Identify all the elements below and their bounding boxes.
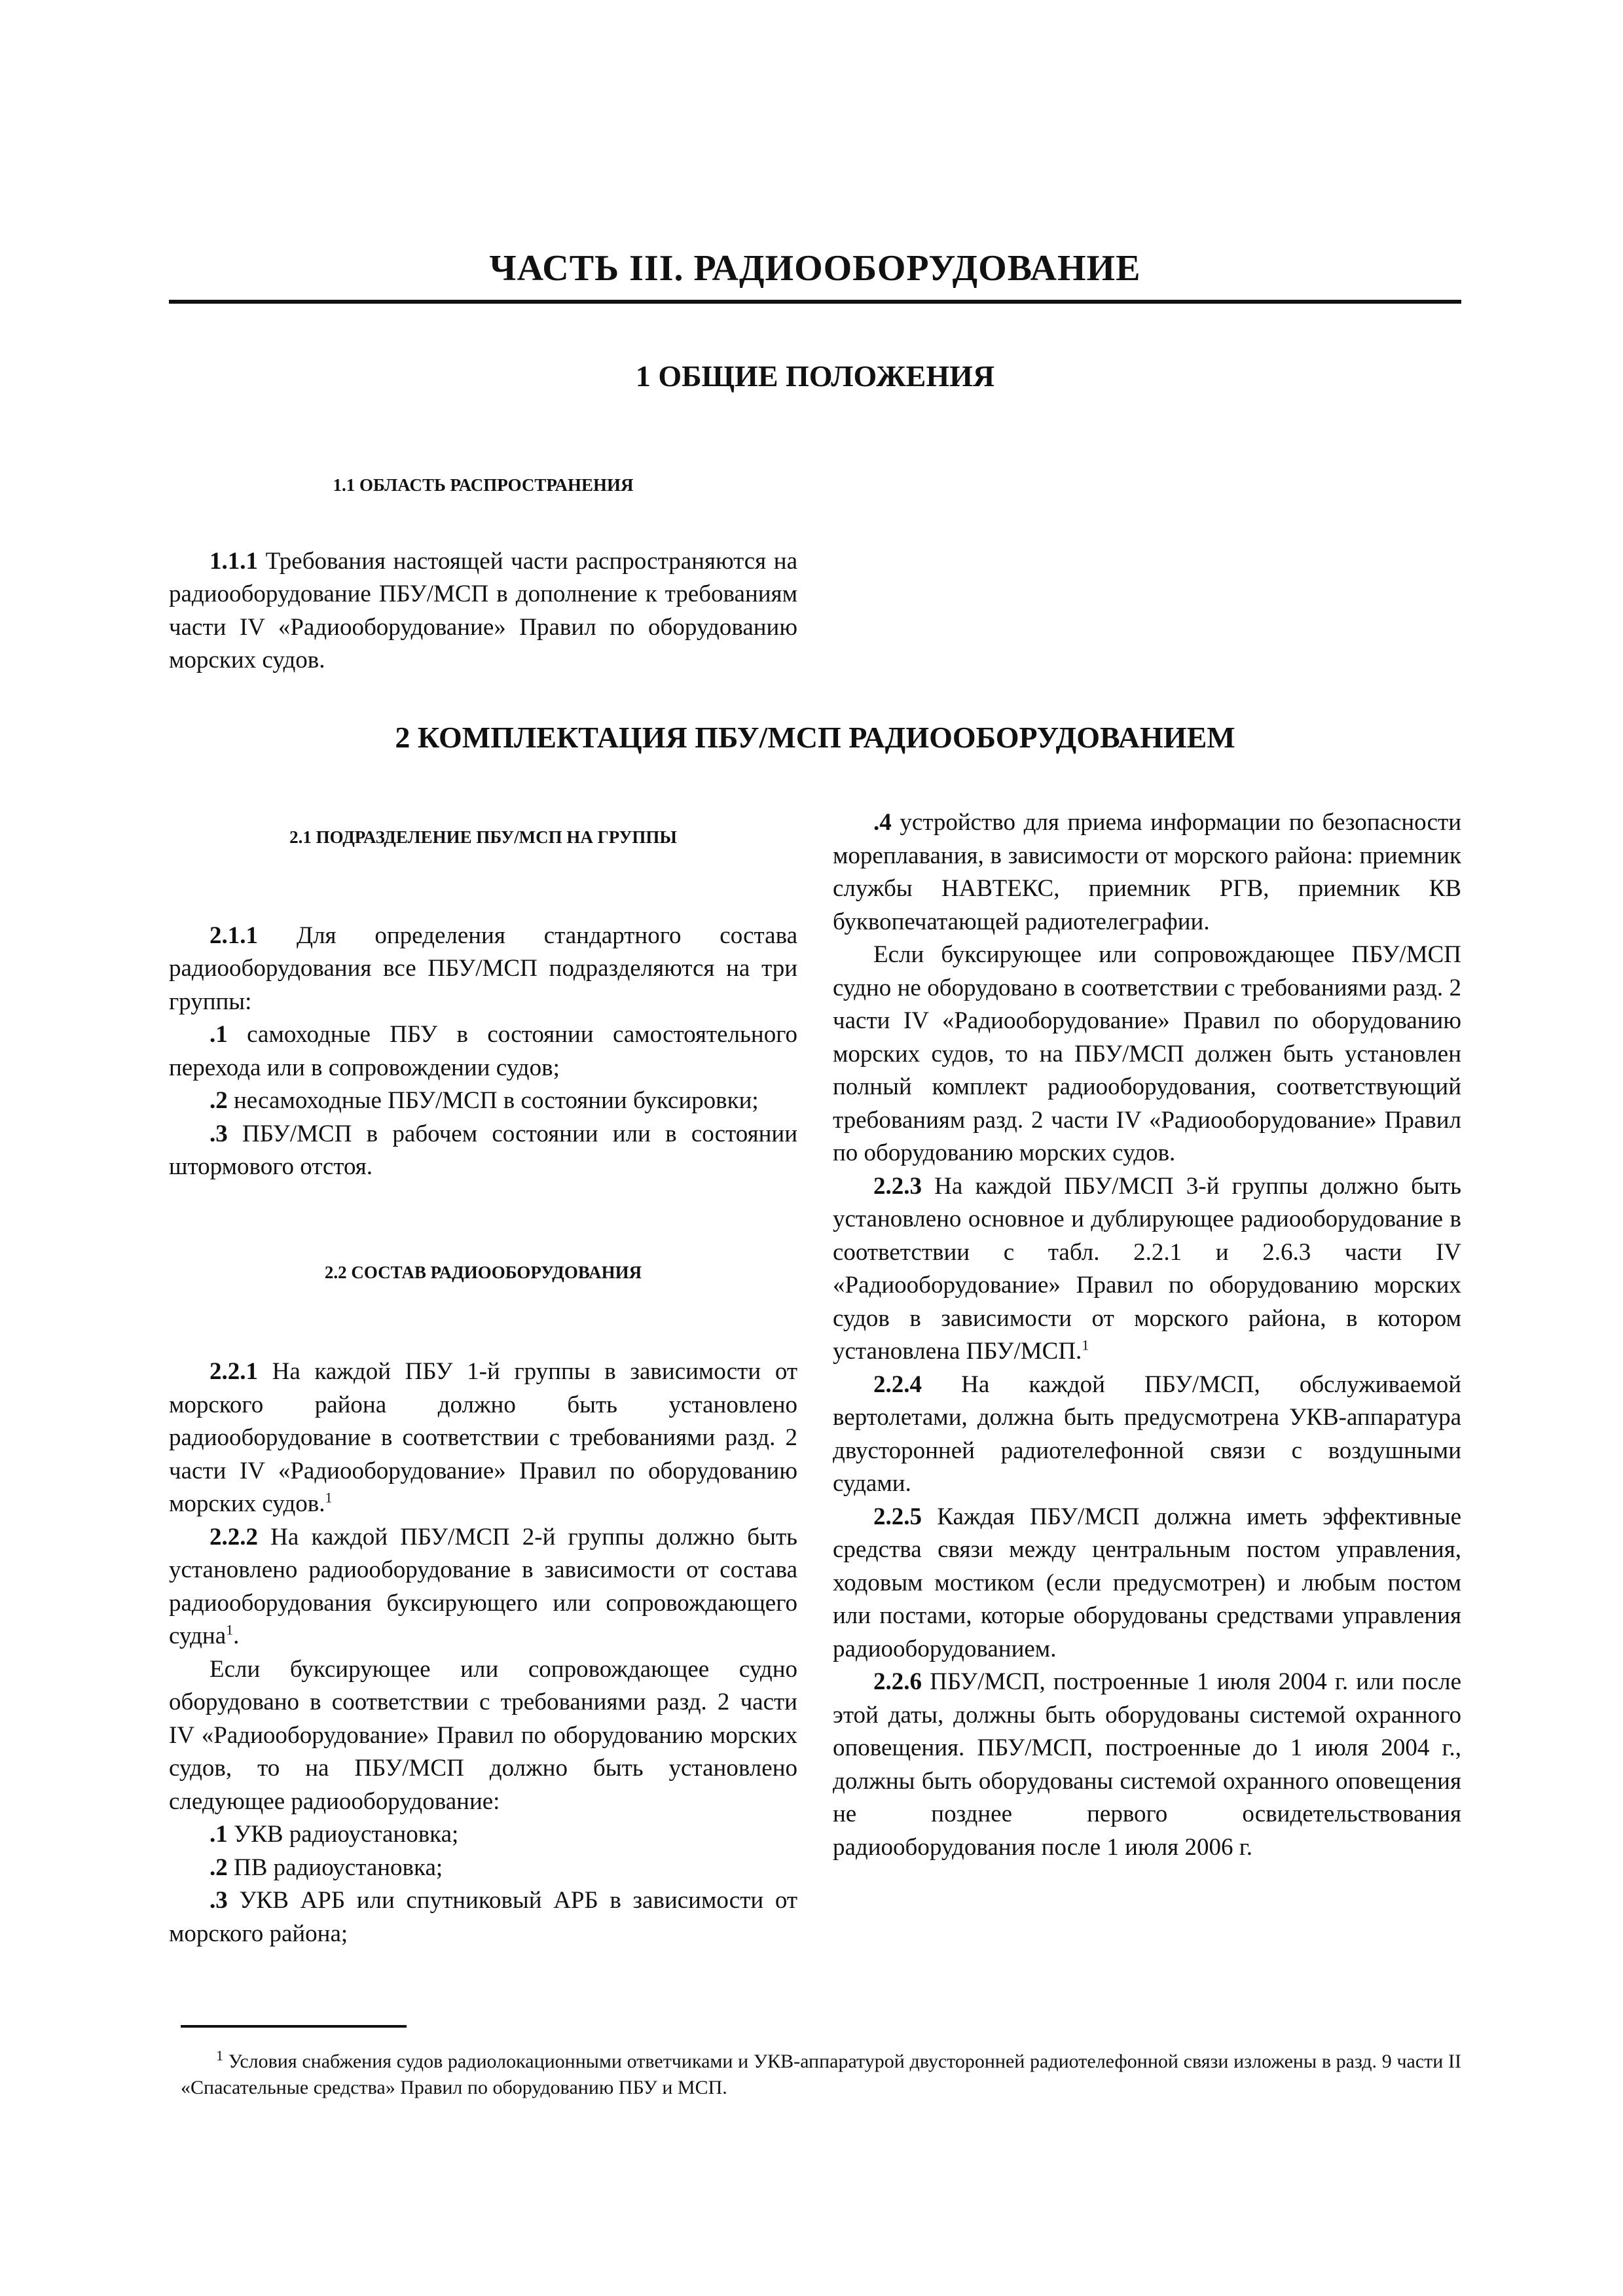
paragraph-2-2-5 [833, 1501, 1461, 1666]
list-item-2-2-2-1 [169, 1818, 797, 1852]
list-item-2-2-2-4 [833, 806, 1461, 939]
footnote [181, 2049, 1461, 2101]
paragraph-text: Каждая ПБУ/МСП должна иметь эффективные средства связи между центральным постом управления, ходовым мостиком (если предусмотрен) и любым постом или постами, которые оборудованы средствами управления радиооборудованием. [833, 1503, 1461, 1662]
paragraph-text: На каждой ПБУ/МСП 3-й группы должно быть установлено основное и дублирующее радиооборудование в соответствии с табл. 2.2.1 и 2.6.3 части IV «Радиооборудование» Правил по оборудованию морских судов в зависимости от морского района, в котором установлена ПБУ/МСП. [833, 1172, 1461, 1365]
section-2-title: 2 КОМПЛЕКТАЦИЯ ПБУ/МСП РАДИООБОРУДОВАНИЕМ [395, 721, 1235, 754]
item-text: ПБУ/МСП в рабочем состоянии или в состоянии штормового отстоя. [169, 1120, 797, 1180]
section-2-left-column [169, 821, 797, 1950]
paragraph-end: . [233, 1623, 240, 1649]
paragraph-text: На каждой ПБУ/МСП 2-й группы должно быть установлено радиооборудование в зависимости от состава радиооборудования буксирующего или сопровождающего судна [169, 1523, 797, 1649]
paragraph-text: На каждой ПБУ 1-й группы в зависимости от морского района должно быть установлено радиооборудование в соответствии с требованиями разд. 2 части IV «Радиооборудование» Правил по оборудованию морских судов. [169, 1358, 797, 1517]
paragraph-2-1-1 [169, 920, 797, 1019]
section-2-right-column [833, 806, 1461, 1864]
item-text: УКВ АРБ или спутниковый АРБ в зависимости от морского района; [169, 1887, 797, 1947]
paragraph-number: 2.2.6 [873, 1668, 922, 1695]
footnote-ref: 1 [1082, 1336, 1089, 1354]
subsection-2-1-heading: 2.1 ПОДРАЗДЕЛЕНИЕ ПБУ/МСП НА ГРУППЫ [289, 827, 677, 847]
paragraph-2-2-2-tail: Если буксирующее или сопровождающее ПБУ/МСП судно не оборудовано в соответствии с требованиями разд. 2 части IV «Радиооборудование» Правил по оборудованию морских судов, то на ПБУ/МСП должен быть установлен полный комплект радиооборудования, соответствующий требованиям разд. 2 части IV «Радиооборудование» Правил по оборудованию морских судов. [833, 941, 1461, 1166]
list-item-2-1-1-3 [169, 1118, 797, 1184]
footnote-rule [181, 2025, 407, 2028]
paragraph-2-2-2 [169, 1521, 797, 1653]
list-item-2-1-1-1 [169, 1018, 797, 1085]
footnote-mark: 1 [216, 2047, 223, 2064]
item-text: устройство для приема информации по безопасности мореплавания, в зависимости от морского района: приемник службы НАВТЕКС, приемник РГВ, приемник КВ буквопечатающей радиотелеграфии. [833, 809, 1461, 935]
paragraph-number: 2.2.5 [873, 1503, 922, 1530]
paragraph-2-2-2-continued: Если буксирующее или сопровождающее судно оборудовано в соответствии с требованиями разд. 2 части IV «Радиооборудование» Правил по оборудованию морских судов, то на ПБУ/МСП должно быть установлено следующее радиооборудование: [169, 1655, 797, 1815]
item-number: .1 [210, 1821, 228, 1848]
subsection-2-2-heading: 2.2 СОСТАВ РАДИООБОРУДОВАНИЯ [324, 1262, 642, 1282]
paragraph-number: 2.2.3 [873, 1172, 922, 1200]
item-number: .3 [210, 1120, 228, 1147]
subsection-1-1-heading: 1.1 ОБЛАСТЬ РАСПРОСТРАНЕНИЯ [333, 475, 634, 495]
title-rule [169, 300, 1461, 304]
item-text: самоходные ПБУ в состоянии самостоятельного перехода или в сопровождении судов; [169, 1021, 797, 1081]
paragraph-number: 2.2.4 [873, 1371, 922, 1398]
item-number: .1 [210, 1021, 228, 1048]
item-text: УКВ радиоустановка; [227, 1821, 459, 1848]
paragraph-2-2-6 [833, 1666, 1461, 1864]
paragraph-text: ПБУ/МСП, построенные 1 июля 2004 г. или после этой даты, должны быть оборудованы системой охранного оповещения. ПБУ/МСП, построенные до 1 июля 2004 г., должны быть оборудованы системой охранного оповещения не позднее первого освидетельствования радиооборудования после 1 июля 2006 г. [833, 1668, 1461, 1861]
list-item-2-1-1-2 [169, 1085, 797, 1118]
paragraph-text: Требования настоящей части распространяются на радиооборудование ПБУ/МСП в дополнение к требованиям части IV «Радиооборудование» Правил по оборудованию морских судов. [169, 547, 797, 673]
footnote-text: Условия снабжения судов радиолокационными ответчиками и УКВ-аппаратурой двусторонней радиотелефонной связи изложены в разд. 9 части II «Спасательные средства» Правил по оборудованию ПБУ и МСП. [181, 2051, 1461, 2098]
item-number: .4 [873, 809, 892, 836]
item-number: .3 [210, 1887, 228, 1914]
paragraph-number: 2.1.1 [210, 922, 258, 949]
list-item-2-2-2-2 [169, 1852, 797, 1885]
item-number: .2 [210, 1854, 228, 1881]
footnote-ref: 1 [226, 1621, 234, 1638]
footnote-ref: 1 [325, 1489, 333, 1506]
item-text: несамоходные ПБУ/МСП в состоянии буксировки; [227, 1087, 759, 1114]
paragraph-text: На каждой ПБУ/МСП, обслуживаемой вертолетами, должна быть предусмотрена УКВ-аппаратура двусторонней радиотелефонной связи с воздушными судами. [833, 1371, 1461, 1497]
section-1-left-column [169, 469, 797, 677]
paragraph-number: 2.2.2 [210, 1523, 258, 1551]
section-1-title: 1 ОБЩИЕ ПОЛОЖЕНИЯ [635, 359, 995, 393]
paragraph-1-1-1 [169, 545, 797, 677]
page-title: ЧАСТЬ III. РАДИООБОРУДОВАНИЕ [489, 248, 1141, 289]
paragraph-number: 2.2.1 [210, 1358, 258, 1385]
list-item-2-2-2-3 [169, 1884, 797, 1950]
paragraph-number: 1.1.1 [210, 547, 258, 575]
item-number: .2 [210, 1087, 228, 1114]
paragraph-2-2-4 [833, 1369, 1461, 1501]
item-text: ПВ радиоустановка; [227, 1854, 443, 1881]
paragraph-2-2-1 [169, 1355, 797, 1521]
paragraph-2-2-3 [833, 1170, 1461, 1369]
paragraph-text: Для определения стандартного состава радиооборудования все ПБУ/МСП подразделяются на три группы: [169, 922, 797, 1015]
